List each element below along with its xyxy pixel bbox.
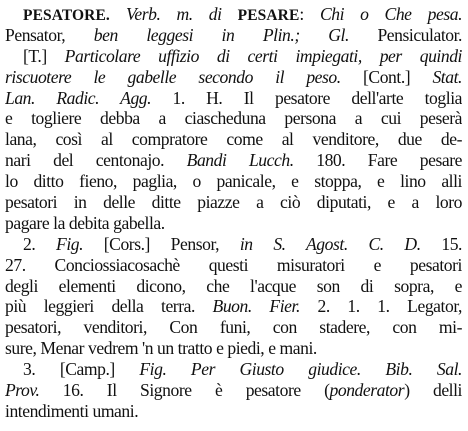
text-run: nari del centonajo.: [5, 150, 187, 171]
text-run: pesatori in delle ditte piazze a ciò diputati, e a loro: [5, 192, 462, 213]
italic-text: Verb. m. di: [126, 4, 238, 24]
text-run: [Cont.]: [340, 66, 433, 87]
text-run: 180. Fare pesare: [293, 150, 462, 171]
text-run: sure, Menar vedrem 'n un tratto e piedi, e mani.: [5, 338, 317, 359]
italic-text: Stat.: [432, 66, 462, 87]
text-run: intendimenti umani.: [5, 400, 139, 421]
entry-line: [5, 150, 462, 171]
italic-text: ben leggesi in Plin.; Gl.: [93, 24, 378, 45]
italic-text: Buon. Fier.: [212, 296, 300, 317]
text-run: [T.]: [23, 45, 65, 66]
small-caps-term: PESARE: [237, 7, 300, 24]
entry-line: [5, 108, 462, 129]
entry-line: [5, 67, 462, 88]
text-run: più leggieri della terra.: [5, 296, 213, 317]
text-run: e togliere debba a ciascheduna persona a cui peserà: [5, 108, 462, 129]
text-run: pagare la debita gabella.: [5, 212, 165, 233]
italic-text: riscuotere le gabelle secondo il peso.: [5, 66, 341, 87]
text-run: degli elementi dicono, che l'acque son di sopra, e: [5, 275, 462, 296]
text-run: Pensiculator.: [377, 24, 462, 45]
entry-line: [5, 276, 462, 297]
text-run: lana, così al compratore come al venditore, due de-: [5, 129, 462, 150]
italic-text: Bandi Lucch.: [186, 150, 294, 171]
text-run: Pensator,: [5, 24, 94, 45]
text-run: 2. 1. 1. Legator,: [299, 296, 462, 317]
text-run: :: [299, 4, 320, 24]
italic-text: Particolare uffizio di certi impiegati, per quindi: [64, 45, 462, 66]
entry-line: [5, 129, 462, 150]
text-run: [110, 4, 126, 24]
entry-line: [5, 25, 462, 46]
entry-line: [5, 192, 462, 213]
entry-line: [5, 88, 462, 109]
text-run: 1. H. Il pesatore dell'arte toglia: [172, 87, 462, 108]
entry-line: [5, 401, 462, 422]
italic-text: Fig. Per Giusto giudice. Bib. Sal.: [139, 359, 462, 380]
italic-text: Lan. Radic. Agg.: [5, 87, 173, 108]
entry-line: [5, 255, 462, 276]
entry-line: [5, 4, 462, 25]
text-run: ) delli: [404, 380, 462, 401]
text-run: 2.: [23, 233, 57, 254]
text-run: 27. Conciossiacosachè questi misuratori e pesatori: [5, 254, 462, 275]
text-run: [Cors.] Pensor,: [83, 233, 240, 254]
italic-text: ponderator: [329, 380, 405, 401]
italic-text: Chi o Che pesa.: [319, 4, 462, 24]
entry-line: [5, 46, 462, 67]
entry-line: [5, 213, 462, 234]
text-run: 15.: [420, 233, 462, 254]
italic-text: Fig.: [56, 233, 84, 254]
text-run: pesatori, venditori, Con funi, con stadere, con mi-: [5, 317, 462, 338]
entry-line: [5, 338, 462, 359]
small-caps-term: PESATORE.: [23, 7, 110, 24]
entry-line: [5, 296, 462, 317]
text-run: 3. [Camp.]: [23, 359, 140, 380]
entry-line: [5, 317, 462, 338]
italic-text: Prov.: [5, 380, 40, 401]
text-run: lo ditto fieno, paglia, o panicale, e stoppa, e lino alli: [5, 171, 462, 192]
italic-text: in S. Agost. C. D.: [239, 233, 421, 254]
entry-line: [5, 171, 462, 192]
entry-line: [5, 380, 462, 401]
entry-line: [5, 359, 462, 380]
entry-line: [5, 234, 462, 255]
text-run: 16. Il Signore è pesatore (: [39, 380, 330, 401]
